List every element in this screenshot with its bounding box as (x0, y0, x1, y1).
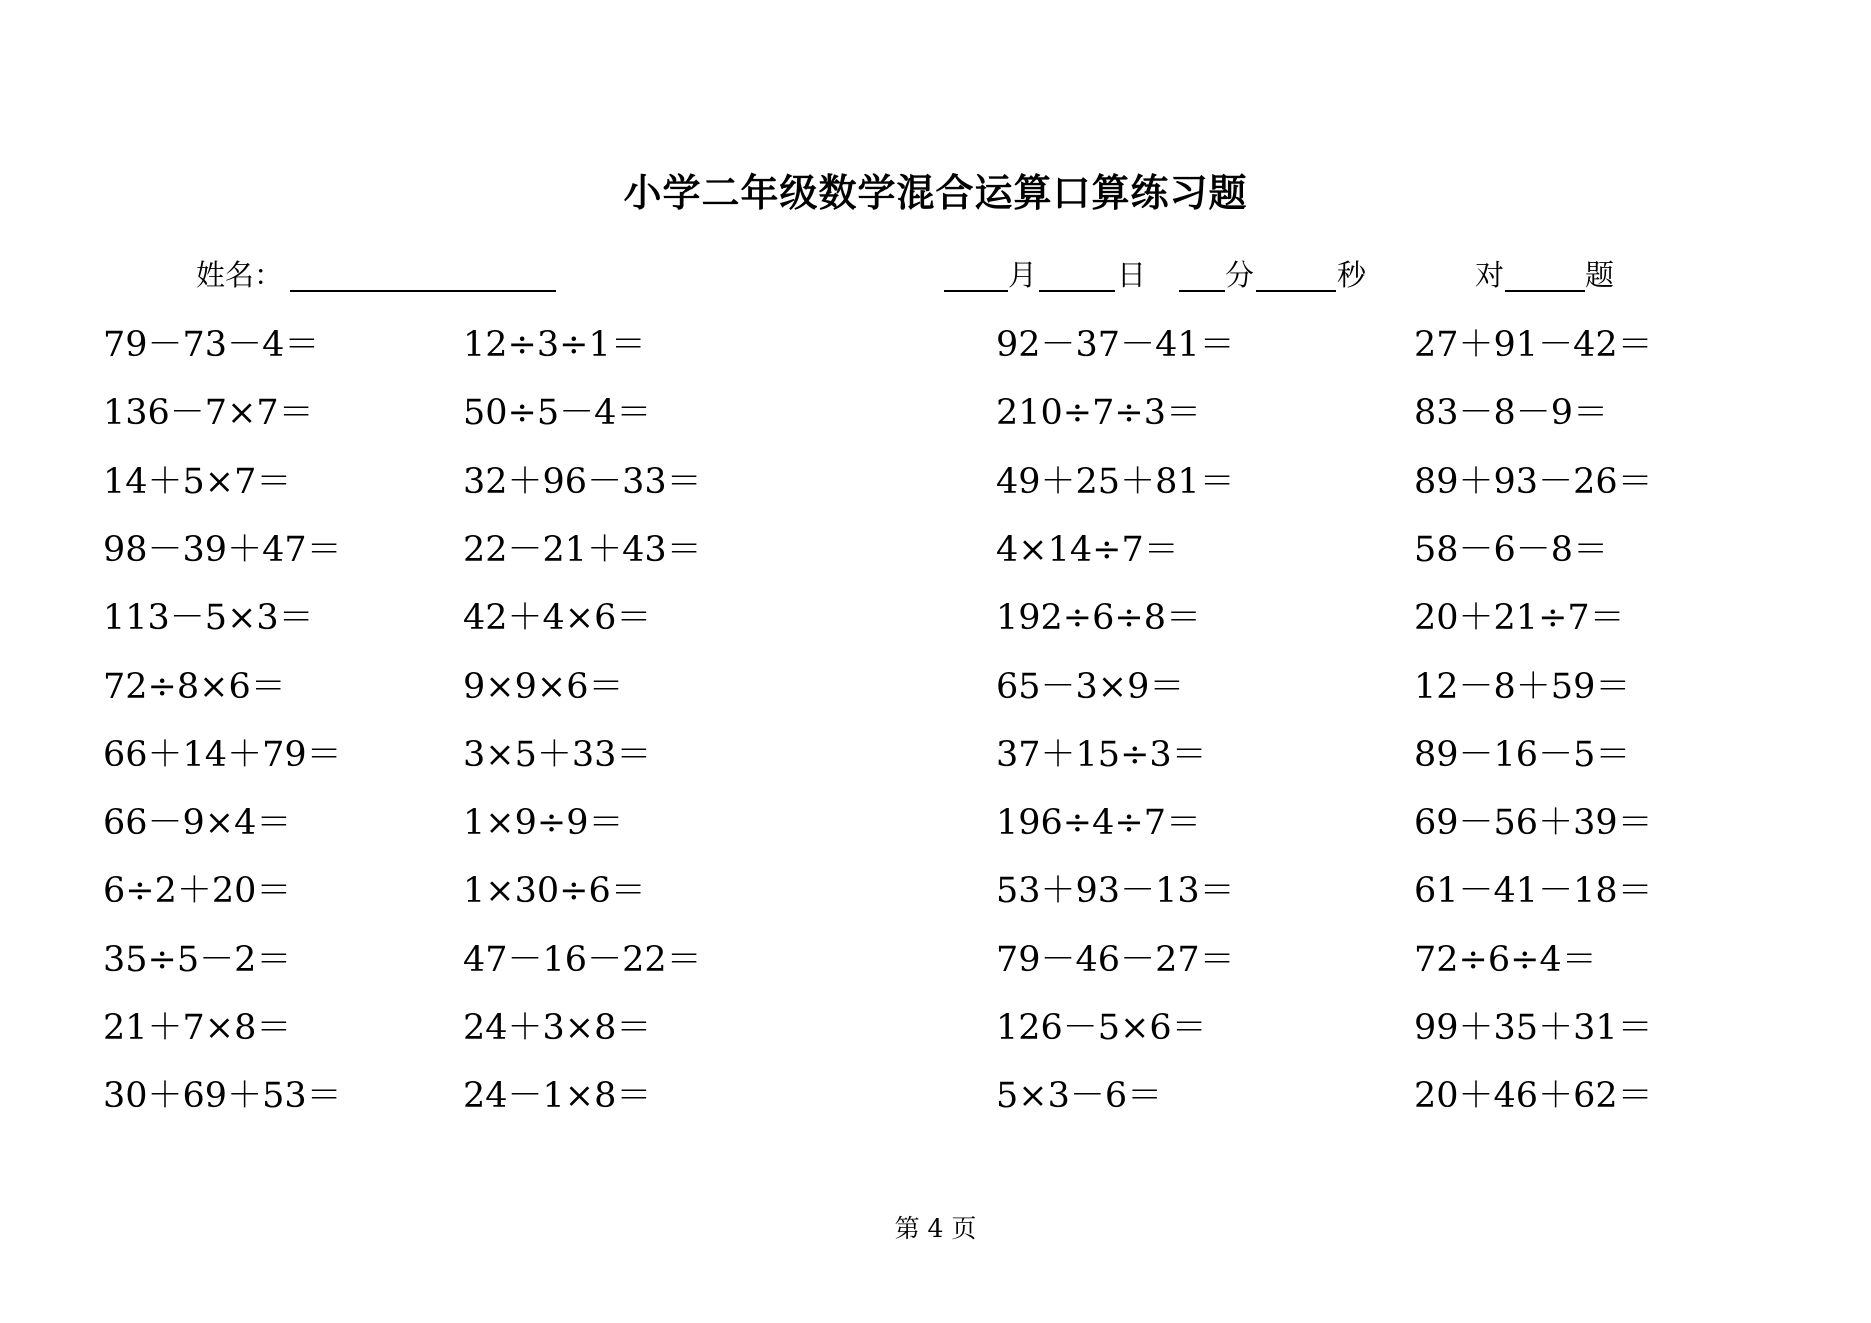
arithmetic-problem: 92－37－41＝ (996, 325, 1235, 365)
arithmetic-problem: 24＋3×8＝ (463, 1008, 652, 1048)
correct-label: 对 (1475, 258, 1505, 292)
arithmetic-problem: 24－1×8＝ (463, 1076, 652, 1116)
second-blank[interactable] (1256, 290, 1336, 292)
arithmetic-problem: 27＋91－42＝ (1414, 325, 1653, 365)
arithmetic-problem: 14＋5×7＝ (103, 462, 292, 502)
correct-count-blank[interactable] (1505, 290, 1585, 292)
arithmetic-problem: 32＋96－33＝ (463, 462, 702, 502)
arithmetic-problem: 22－21＋43＝ (463, 530, 702, 570)
arithmetic-problem: 49＋25＋81＝ (996, 462, 1235, 502)
arithmetic-problem: 6÷2＋20＝ (103, 871, 292, 911)
arithmetic-problem: 1×30÷6＝ (463, 871, 646, 911)
minute-label: 分 (1225, 258, 1255, 292)
arithmetic-problem: 66＋14＋79＝ (103, 735, 342, 775)
arithmetic-problem: 30＋69＋53＝ (103, 1076, 342, 1116)
arithmetic-problem: 79－46－27＝ (996, 940, 1235, 980)
arithmetic-problem: 99＋35＋31＝ (1414, 1008, 1653, 1048)
arithmetic-problem: 79－73－4＝ (103, 325, 320, 365)
arithmetic-problem: 9×9×6＝ (463, 667, 624, 707)
arithmetic-problem: 72÷6÷4＝ (1414, 940, 1597, 980)
arithmetic-problem: 20＋46＋62＝ (1414, 1076, 1653, 1116)
arithmetic-problem: 37＋15÷3＝ (996, 735, 1207, 775)
arithmetic-problem: 20＋21÷7＝ (1414, 598, 1625, 638)
arithmetic-problem: 47－16－22＝ (463, 940, 702, 980)
arithmetic-problem: 58－6－8＝ (1414, 530, 1609, 570)
arithmetic-problem: 53＋93－13＝ (996, 871, 1235, 911)
arithmetic-problem: 69－56＋39＝ (1414, 803, 1653, 843)
arithmetic-problem: 89－16－5＝ (1414, 735, 1631, 775)
month-label: 月 (1008, 258, 1038, 292)
arithmetic-problem: 89＋93－26＝ (1414, 462, 1653, 502)
arithmetic-problem: 3×5＋33＝ (463, 735, 652, 775)
arithmetic-problem: 42＋4×6＝ (463, 598, 652, 638)
second-label: 秒 (1337, 258, 1367, 292)
name-blank[interactable] (290, 290, 556, 292)
arithmetic-problem: 5×3－6＝ (996, 1076, 1163, 1116)
arithmetic-problem: 12－8＋59＝ (1414, 667, 1631, 707)
arithmetic-problem: 50÷5－4＝ (463, 393, 652, 433)
arithmetic-problem: 196÷4÷7＝ (996, 803, 1201, 843)
arithmetic-problem: 12÷3÷1＝ (463, 325, 646, 365)
arithmetic-problem: 21＋7×8＝ (103, 1008, 292, 1048)
arithmetic-problem: 83－8－9＝ (1414, 393, 1609, 433)
arithmetic-problem: 61－41－18＝ (1414, 871, 1653, 911)
arithmetic-problem: 35÷5－2＝ (103, 940, 292, 980)
page-number: 第 4 页 (894, 1214, 977, 1243)
arithmetic-problem: 98－39＋47＝ (103, 530, 342, 570)
question-label: 题 (1585, 258, 1615, 292)
arithmetic-problem: 65－3×9＝ (996, 667, 1185, 707)
day-blank[interactable] (1039, 290, 1115, 292)
arithmetic-problem: 113－5×3＝ (103, 598, 314, 638)
arithmetic-problem: 1×9÷9＝ (463, 803, 624, 843)
arithmetic-problem: 210÷7÷3＝ (996, 393, 1201, 433)
arithmetic-problem: 126－5×6＝ (996, 1008, 1207, 1048)
arithmetic-problem: 66－9×4＝ (103, 803, 292, 843)
arithmetic-problem: 136－7×7＝ (103, 393, 314, 433)
name-label: 姓名： (196, 258, 284, 292)
arithmetic-problem: 192÷6÷8＝ (996, 598, 1201, 638)
arithmetic-problem: 4×14÷7＝ (996, 530, 1179, 570)
month-blank[interactable] (944, 290, 1008, 292)
day-label: 日 (1117, 258, 1147, 292)
minute-blank[interactable] (1179, 290, 1225, 292)
arithmetic-problem: 72÷8×6＝ (103, 667, 286, 707)
worksheet-title: 小学二年级数学混合运算口算练习题 (623, 170, 1248, 215)
